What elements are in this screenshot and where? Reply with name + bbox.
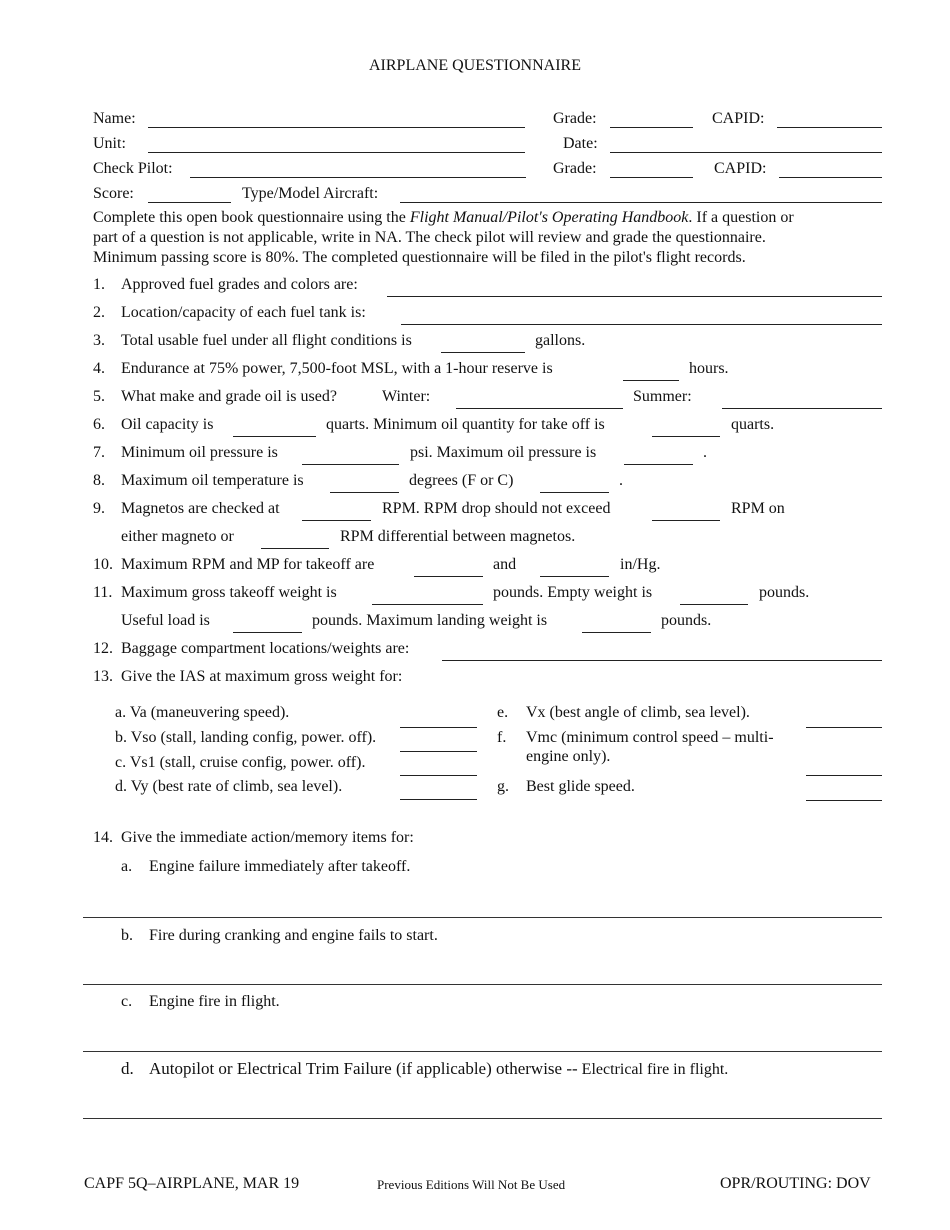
- date-field[interactable]: [610, 152, 882, 153]
- q13b-text: b. Vso (stall, landing config, power. off).: [115, 729, 377, 746]
- q13g-answer[interactable]: [806, 800, 882, 801]
- q14c-text: Engine fire in flight.: [149, 993, 280, 1010]
- q7-answer-max[interactable]: [624, 464, 693, 465]
- q5-summer-answer[interactable]: [722, 408, 882, 409]
- q10-number: 10.: [93, 556, 113, 573]
- q3-number: 3.: [93, 332, 105, 349]
- q10-answer-mp[interactable]: [540, 576, 609, 577]
- q7-period: .: [703, 444, 707, 461]
- q5-winter-label: Winter:: [382, 388, 431, 405]
- grade-field[interactable]: [610, 127, 693, 128]
- q3-text: Total usable fuel under all flight conditions is: [121, 332, 412, 349]
- name-label: Name:: [93, 110, 136, 127]
- q11-unit-2: pounds.: [661, 612, 712, 629]
- check-pilot-capid-label: CAPID:: [714, 160, 767, 177]
- grade-label: Grade:: [553, 110, 597, 127]
- date-label: Date:: [563, 135, 598, 152]
- q6-answer-minimum[interactable]: [652, 436, 720, 437]
- check-pilot-label: Check Pilot:: [93, 160, 173, 177]
- q13a-text: a. Va (maneuvering speed).: [115, 704, 290, 721]
- check-pilot-capid-field[interactable]: [779, 177, 882, 178]
- q3-answer[interactable]: [441, 352, 525, 353]
- score-label: Score:: [93, 185, 134, 202]
- q10-answer-rpm[interactable]: [414, 576, 483, 577]
- q13f-answer[interactable]: [806, 775, 882, 776]
- q13g-text: Best glide speed.: [526, 778, 635, 795]
- q2-text: Location/capacity of each fuel tank is:: [121, 304, 366, 321]
- q9-text: Magnetos are checked at: [121, 500, 280, 517]
- q13d-answer[interactable]: [400, 799, 477, 800]
- q11-text-3: Useful load is: [121, 612, 210, 629]
- type-model-label: Type/Model Aircraft:: [242, 185, 379, 202]
- capid-field[interactable]: [777, 127, 882, 128]
- unit-field[interactable]: [148, 152, 525, 153]
- type-model-field[interactable]: [400, 202, 882, 203]
- footer-form-id: CAPF 5Q–AIRPLANE, MAR 19: [84, 1175, 300, 1192]
- q2-number: 2.: [93, 304, 105, 321]
- q4-answer[interactable]: [623, 380, 679, 381]
- q11-text-4: pounds. Maximum landing weight is: [312, 612, 548, 629]
- instructions-line-3: Minimum passing score is 80%. The completed questionnaire will be filed in the pilot's flight records.: [93, 249, 746, 266]
- q11-answer-landing[interactable]: [582, 632, 651, 633]
- q13e-answer[interactable]: [806, 727, 882, 728]
- q14-text: Give the immediate action/memory items for:: [121, 829, 414, 846]
- q7-text-2: psi. Maximum oil pressure is: [410, 444, 597, 461]
- q7-number: 7.: [93, 444, 105, 461]
- footer-editions-note: Previous Editions Will Not Be Used: [377, 1177, 566, 1192]
- q8-text: Maximum oil temperature is: [121, 472, 304, 489]
- q1-text: Approved fuel grades and colors are:: [121, 276, 358, 293]
- q13f-letter: f.: [497, 729, 507, 746]
- q8-period: .: [619, 472, 623, 489]
- q13c-answer[interactable]: [400, 775, 477, 776]
- q4-text: Endurance at 75% power, 7,500-foot MSL, with a 1-hour reserve is: [121, 360, 553, 377]
- q11-text-2: pounds. Empty weight is: [493, 584, 653, 601]
- footer-opr-routing: OPR/ROUTING: DOV: [720, 1175, 871, 1192]
- q13-number: 13.: [93, 668, 113, 685]
- q9-answer-differential[interactable]: [261, 548, 329, 549]
- q13c-text: c. Vs1 (stall, cruise config, power. off).: [115, 754, 366, 771]
- q14d-answer[interactable]: [83, 1118, 882, 1119]
- q13e-letter: e.: [497, 704, 509, 721]
- q13a-answer[interactable]: [400, 727, 477, 728]
- q6-text: Oil capacity is: [121, 416, 214, 433]
- q11-text: Maximum gross takeoff weight is: [121, 584, 337, 601]
- q14d-text: Autopilot or Electrical Trim Failure (if applicable) otherwise -- Electrical fire in flight.: [149, 1059, 729, 1078]
- q11-unit: pounds.: [759, 584, 810, 601]
- instructions-line-2: part of a question is not applicable, write in NA. The check pilot will review and grade the questionnaire.: [93, 229, 766, 246]
- instructions-line-1: Complete this open book questionnaire using the Flight Manual/Pilot's Operating Handbook. If a question or: [93, 209, 794, 226]
- check-pilot-field[interactable]: [190, 177, 526, 178]
- q12-answer[interactable]: [442, 660, 882, 661]
- q14c-answer[interactable]: [83, 1051, 882, 1052]
- q5-text: What make and grade oil is used?: [121, 388, 337, 405]
- q9-text-2: RPM. RPM drop should not exceed: [382, 500, 611, 517]
- q9-answer-rpm[interactable]: [302, 520, 371, 521]
- q4-number: 4.: [93, 360, 105, 377]
- q13f-text-1: Vmc (minimum control speed – multi-: [526, 729, 774, 746]
- q6-unit: quarts.: [731, 416, 775, 433]
- q6-number: 6.: [93, 416, 105, 433]
- q14a-text: Engine failure immediately after takeoff.: [149, 858, 411, 875]
- q6-answer-capacity[interactable]: [233, 436, 316, 437]
- q11-number: 11.: [93, 584, 113, 601]
- q13b-answer[interactable]: [400, 751, 477, 752]
- q9-number: 9.: [93, 500, 105, 517]
- q5-number: 5.: [93, 388, 105, 405]
- check-pilot-grade-field[interactable]: [610, 177, 693, 178]
- q13d-text: d. Vy (best rate of climb, sea level).: [115, 778, 343, 795]
- q6-text-2: quarts. Minimum oil quantity for take off is: [326, 416, 605, 433]
- q12-number: 12.: [93, 640, 113, 657]
- q11-answer-gross[interactable]: [372, 604, 483, 605]
- q14a-answer[interactable]: [83, 917, 882, 918]
- q7-answer-min[interactable]: [302, 464, 399, 465]
- q8-text-2: degrees (F or C): [409, 472, 514, 489]
- q1-answer[interactable]: [387, 296, 882, 297]
- score-field[interactable]: [148, 202, 231, 203]
- q14b-text: Fire during cranking and engine fails to start.: [149, 927, 438, 944]
- unit-label: Unit:: [93, 135, 126, 152]
- q9-text-5: RPM differential between magnetos.: [340, 528, 576, 545]
- q14a-letter: a.: [121, 858, 133, 875]
- q13f-text-2: engine only).: [526, 748, 611, 765]
- q8-answer-unit[interactable]: [540, 492, 609, 493]
- q1-number: 1.: [93, 276, 105, 293]
- page-title: AIRPLANE QUESTIONNAIRE: [369, 57, 581, 74]
- q5-winter-answer[interactable]: [456, 408, 623, 409]
- q13g-letter: g.: [497, 778, 509, 795]
- q9-text-3: RPM on: [731, 500, 785, 517]
- q14b-answer[interactable]: [83, 984, 882, 985]
- q11-answer-useful[interactable]: [233, 632, 302, 633]
- q8-number: 8.: [93, 472, 105, 489]
- q14b-letter: b.: [121, 927, 133, 944]
- check-pilot-grade-label: Grade:: [553, 160, 597, 177]
- q3-unit: gallons.: [535, 332, 586, 349]
- q10-unit: in/Hg.: [620, 556, 661, 573]
- q11-answer-empty[interactable]: [680, 604, 748, 605]
- q12-text: Baggage compartment locations/weights are:: [121, 640, 410, 657]
- q14-number: 14.: [93, 829, 113, 846]
- q9-answer-drop[interactable]: [652, 520, 720, 521]
- q13-text: Give the IAS at maximum gross weight for:: [121, 668, 403, 685]
- q14d-letter: d.: [121, 1059, 134, 1078]
- q8-answer-temp[interactable]: [330, 492, 399, 493]
- q4-unit: hours.: [689, 360, 729, 377]
- q13e-text: Vx (best angle of climb, sea level).: [526, 704, 750, 721]
- q9-text-4: either magneto or: [121, 528, 234, 545]
- q7-text: Minimum oil pressure is: [121, 444, 278, 461]
- name-field[interactable]: [148, 127, 525, 128]
- q10-and: and: [493, 556, 517, 573]
- q2-answer[interactable]: [401, 324, 882, 325]
- q10-text: Maximum RPM and MP for takeoff are: [121, 556, 375, 573]
- q5-summer-label: Summer:: [633, 388, 692, 405]
- q14c-letter: c.: [121, 993, 133, 1010]
- capid-label: CAPID:: [712, 110, 765, 127]
